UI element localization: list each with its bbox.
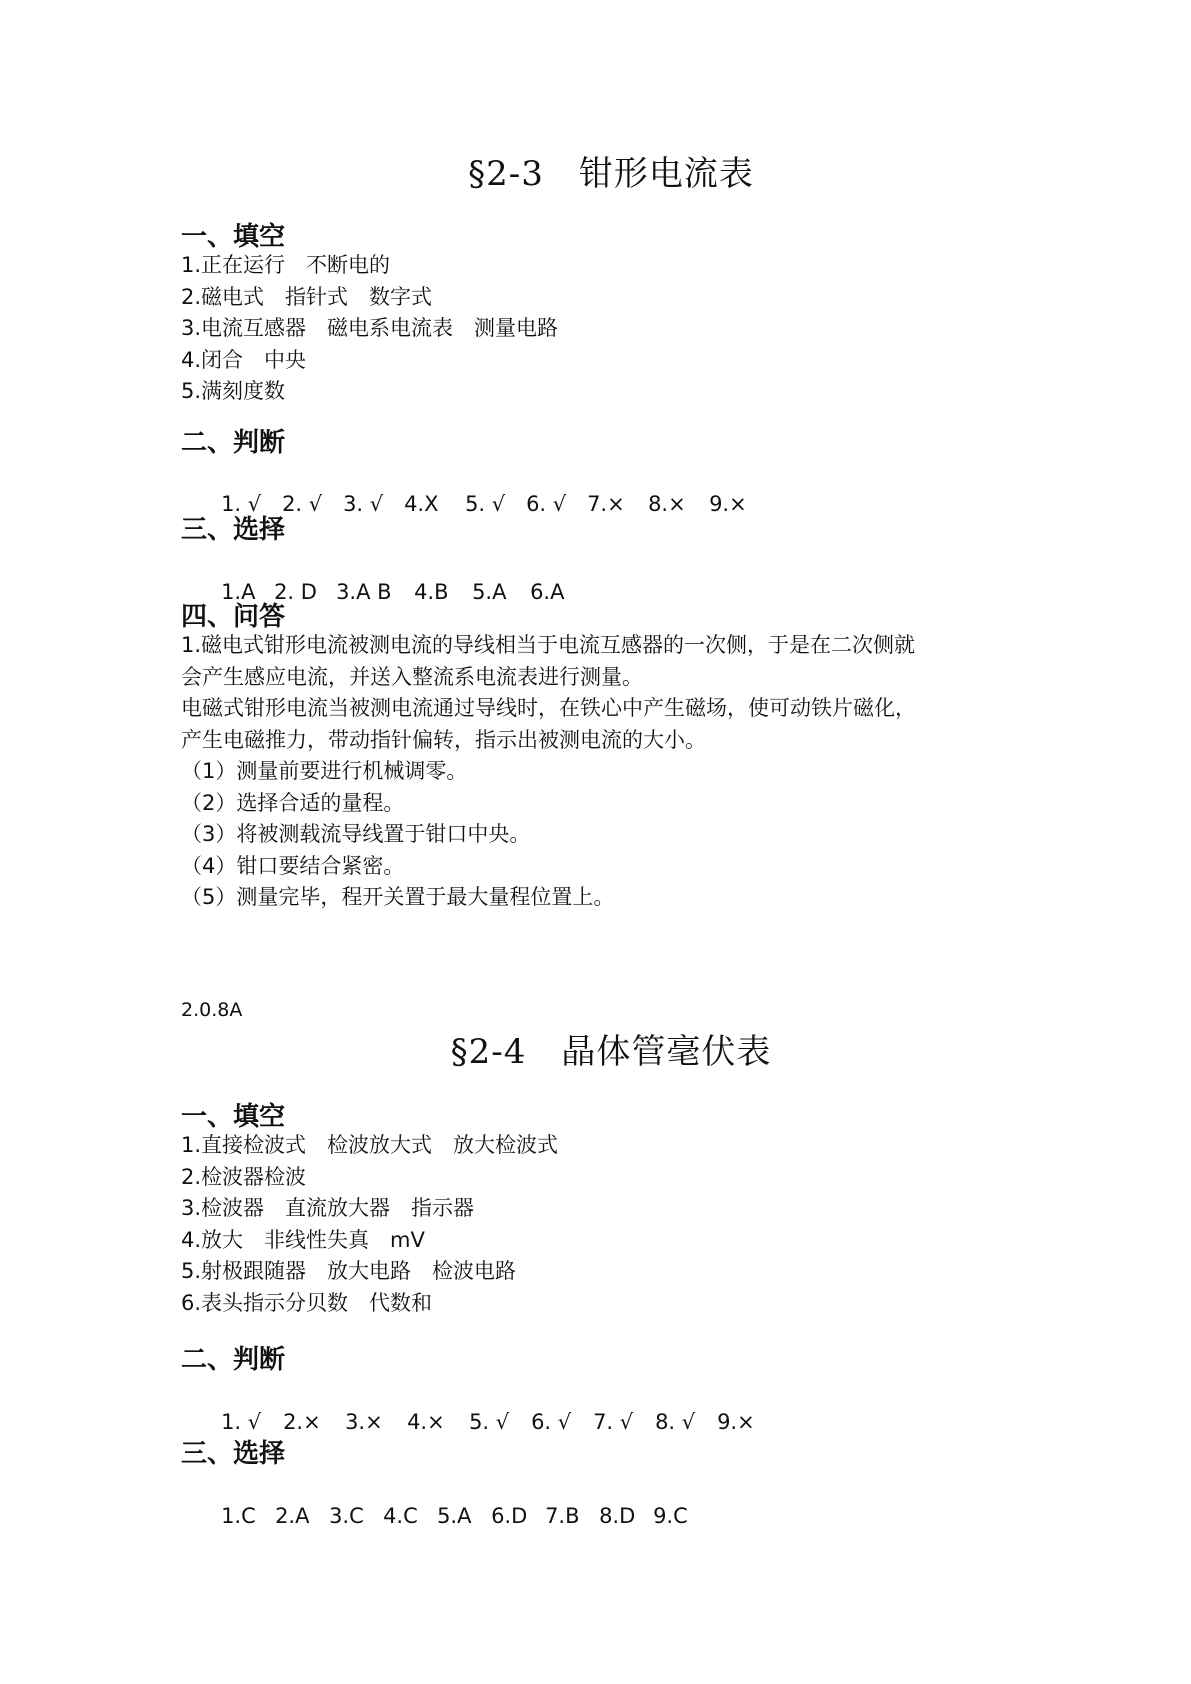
section-title-2-3: §2-3 钳形电流表 xyxy=(468,154,754,194)
judge-answer: 2. √ xyxy=(282,492,323,516)
section-title-2-4: §2-4 晶体管毫伏表 xyxy=(450,1032,772,1072)
choice-answer: 4.B xyxy=(414,580,449,604)
fill-item: 3.电流互感器 磁电系电流表 测量电路 xyxy=(181,316,559,340)
choice-answer: 1.C xyxy=(221,1504,256,1528)
choice-answer: 8.D xyxy=(599,1504,636,1528)
judge-answer: 1. √ xyxy=(221,1410,262,1434)
judge-answer: 9.× xyxy=(709,492,747,516)
heading-choice-2-3: 三、选择 xyxy=(181,515,286,545)
choice-answer: 4.C xyxy=(383,1504,418,1528)
fill-item: 3.检波器 直流放大器 指示器 xyxy=(181,1196,475,1220)
choice-answer: 9.C xyxy=(653,1504,688,1528)
judge-answer: 6. √ xyxy=(526,492,567,516)
heading-judge-2-3: 二、判断 xyxy=(181,428,286,458)
choice-answer: 6.D xyxy=(491,1504,528,1528)
qa-line: 1.磁电式钳形电流被测电流的导线相当于电流互感器的一次侧，于是在二次侧就 xyxy=(181,633,916,657)
qa-line: 会产生感应电流，并送入整流系电流表进行测量。 xyxy=(181,664,643,689)
judge-answer: 2.× xyxy=(283,1410,321,1434)
heading-choice-2-4: 三、选择 xyxy=(181,1439,286,1469)
fill-item: 5.满刻度数 xyxy=(181,379,286,403)
choice-answer: 2.A xyxy=(275,1504,310,1528)
choice-answers-2-3 xyxy=(181,547,1041,637)
heading-fill-blank-2-3: 一、填空 xyxy=(181,222,286,252)
judge-answers-2-4 xyxy=(181,1377,1041,1467)
choice-answer: 6.A xyxy=(530,580,565,604)
fill-item: 2.磁电式 指针式 数字式 xyxy=(181,284,433,309)
fill-item: 6.表头指示分贝数 代数和 xyxy=(181,1290,433,1315)
fill-item: 2.检波器检波 xyxy=(181,1164,307,1189)
choice-answer: 3.A B xyxy=(336,580,392,604)
choice-answer: 3.C xyxy=(329,1504,364,1528)
qa-line: （1）测量前要进行机械调零。 xyxy=(181,759,468,783)
choice-answer: 5.A xyxy=(437,1504,472,1528)
fill-item: 5.射极跟随器 放大电路 检波电路 xyxy=(181,1259,517,1283)
fill-blank-list-2-3 xyxy=(181,250,1041,408)
qa-line: （2）选择合适的量程。 xyxy=(181,790,405,815)
judge-answer: 7.× xyxy=(587,492,625,516)
choice-answer: 1.A xyxy=(221,580,256,604)
judge-answer: 8.× xyxy=(648,492,686,516)
fill-item: 1.正在运行 不断电的 xyxy=(181,253,391,277)
heading-qa-2-3: 四、问答 xyxy=(181,602,286,632)
judge-answer: 3.× xyxy=(345,1410,383,1434)
choice-answer: 7.B xyxy=(545,1504,580,1528)
qa-answer-2: 2.0.8A xyxy=(181,999,243,1021)
fill-blank-list-2-4 xyxy=(181,1130,1041,1319)
judge-answer: 5. √ xyxy=(465,492,506,516)
fill-item: 4.放大 非线性失真 mV xyxy=(181,1227,425,1252)
choice-answers-2-4 xyxy=(181,1471,1041,1561)
choice-answer: 5.A xyxy=(472,580,507,604)
judge-answer: 4.× xyxy=(407,1410,445,1434)
judge-answer: 4.X xyxy=(404,492,439,516)
fill-item: 4.闭合 中央 xyxy=(181,347,307,372)
choice-answer: 2. D xyxy=(274,580,317,604)
judge-answer: 6. √ xyxy=(531,1410,572,1434)
qa-line: （5）测量完毕，程开关置于最大量程位置上。 xyxy=(181,885,615,909)
qa-answer-block-2-3 xyxy=(181,630,1041,914)
qa-line: 产生电磁推力，带动指针偏转，指示出被测电流的大小。 xyxy=(181,727,706,752)
heading-fill-blank-2-4: 一、填空 xyxy=(181,1102,286,1132)
judge-answer: 8. √ xyxy=(655,1410,696,1434)
judge-answer: 5. √ xyxy=(469,1410,510,1434)
qa-line: （4）钳口要结合紧密。 xyxy=(181,853,405,878)
heading-judge-2-4: 二、判断 xyxy=(181,1345,286,1375)
judge-answer: 1. √ xyxy=(221,492,262,516)
judge-answer: 7. √ xyxy=(593,1410,634,1434)
judge-answers-2-3 xyxy=(181,459,1041,549)
judge-answer: 3. √ xyxy=(343,492,384,516)
qa-line: （3）将被测载流导线置于钳口中央。 xyxy=(181,822,531,846)
qa-line: 电磁式钳形电流当被测电流通过导线时，在铁心中产生磁场，使可动铁片磁化， xyxy=(181,696,916,720)
fill-item: 1.直接检波式 检波放大式 放大检波式 xyxy=(181,1133,559,1157)
judge-answer: 9.× xyxy=(717,1410,755,1434)
